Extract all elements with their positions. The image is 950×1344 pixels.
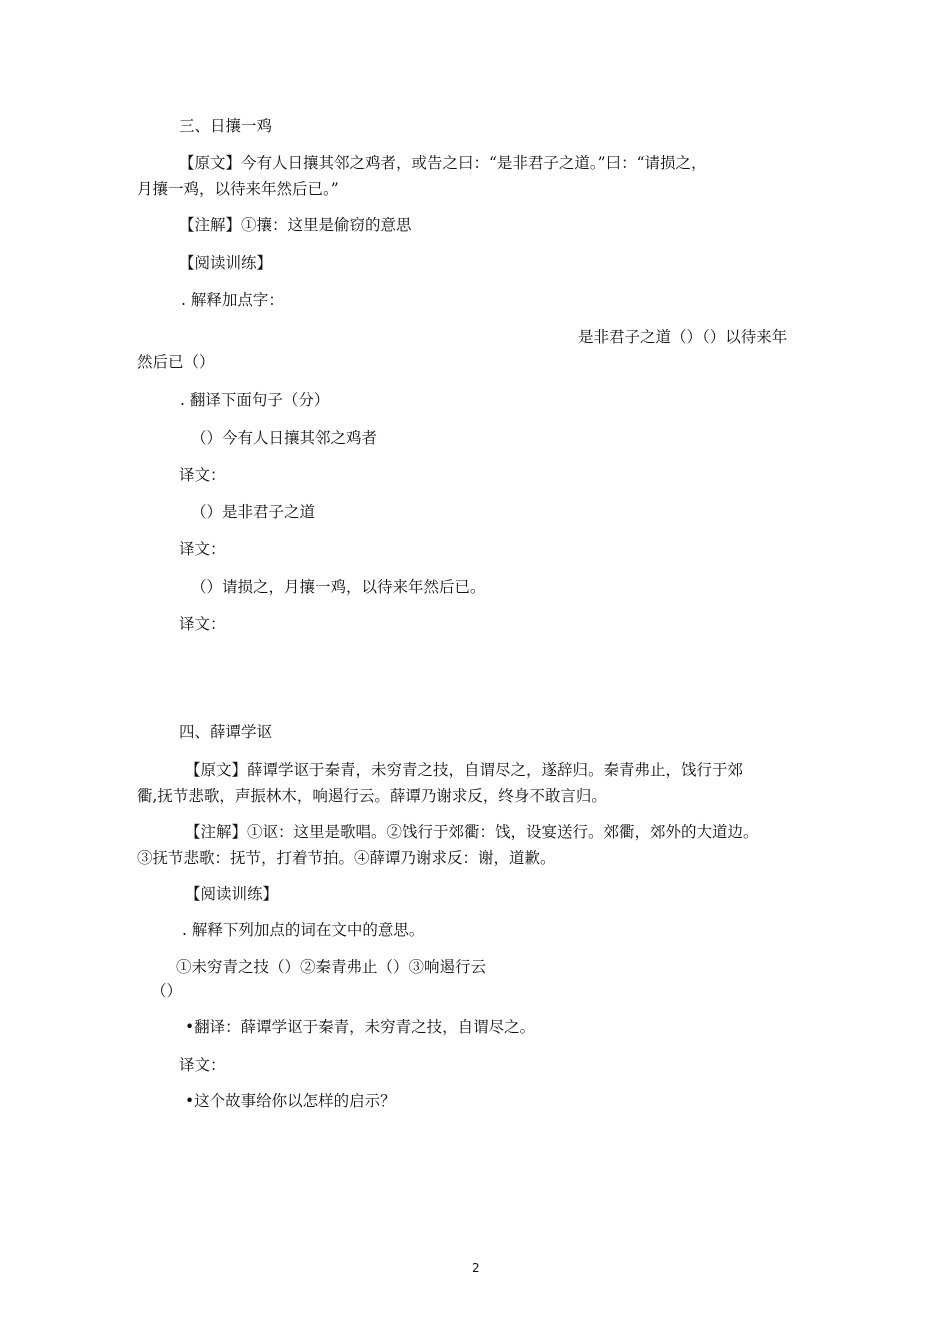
section3-translation-label2: 译文： [179,540,226,558]
section3-question1: . 解释加点字： [181,291,284,309]
section3-original-line1: 【原文】今有人日攘其邻之鸡者，或告之曰：“是非君子之道。”曰：“请损之， [179,154,707,172]
section4-question1: . 解释下列加点的词在文中的意思。 [182,921,425,939]
section3-title: 三、日攘一鸡 [179,117,273,135]
section4-question2: •翻译：薛谭学讴于秦青，未穷青之技，自谓尽之。 [185,1018,536,1036]
section3-question2: . 翻译下面句子（分） [180,391,330,409]
section4-notes-line1: 【注解】①讴：这里是歌唱。②饯行于郊衢：饯，设宴送行。郊衢，郊外的大道边。 [185,823,759,841]
section3-question1-items-line1: 是非君子之道（）（）以待来年 [578,328,788,346]
section4-notes-line2: ③抚节悲歌：抚节，打着节拍。④薛谭乃谢求反：谢，道歉。 [137,849,556,867]
section4-question1-items-line2: （） [151,982,183,1000]
section4-original-line2: 衢,抚节悲歌，声振林木，响遏行云。薛谭乃谢求反，终身不敢言归。 [137,787,607,805]
section3-question2-sentence1: （）今有人日攘其邻之鸡者 [191,429,378,447]
section3-translation-label1: 译文： [179,466,226,484]
section3-question1-items-line2: 然后已（） [137,353,215,371]
section3-original-line2: 月攘一鸡，以待来年然后已。” [137,180,339,198]
section4-translation-label: 译文： [179,1056,226,1074]
section4-question3: •这个故事给你以怎样的启示？ [185,1092,396,1110]
section4-title: 四、薛谭学讴 [179,723,273,741]
section3-question2-sentence3: （）请损之，月攘一鸡，以待来年然后已。 [191,578,486,596]
section4-question1-items-line1: ①未穷青之技（）②秦青弗止（）③响遏行云 [176,958,487,976]
section3-notes: 【注解】①攘：这里是偷窃的意思 [179,216,412,234]
page-number: 2 [472,1261,480,1275]
section4-reading-heading: 【阅读训练】 [185,885,279,903]
section3-question2-sentence2: （）是非君子之道 [191,503,316,521]
section3-translation-label3: 译文： [179,615,226,633]
section3-reading-heading: 【阅读训练】 [179,254,273,272]
section4-original-line1: 【原文】薛谭学讴于秦青，未穷青之技，自谓尽之，遂辞归。秦青弗止，饯行于郊 [185,761,744,779]
